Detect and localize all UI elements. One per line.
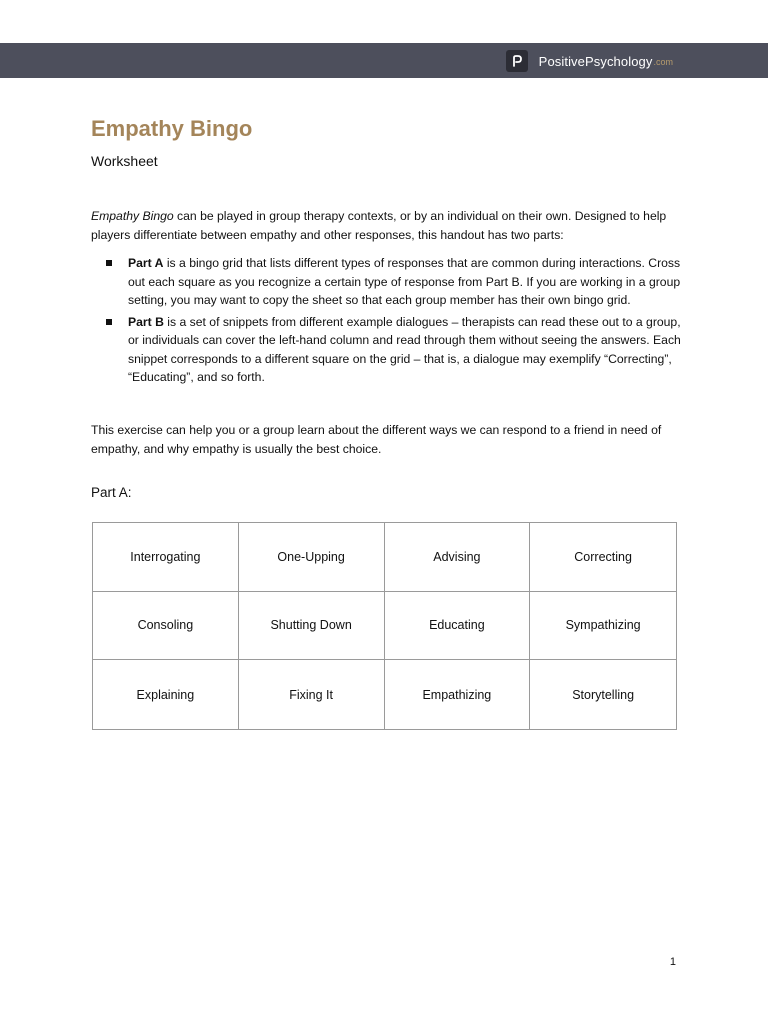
page-title: Empathy Bingo (91, 116, 253, 141)
part-a-heading: Part A: (91, 485, 132, 500)
bingo-cell[interactable]: Interrogating (93, 523, 239, 592)
bullet-square-icon (106, 260, 112, 266)
bingo-cell[interactable]: Explaining (93, 660, 239, 729)
bullet-text: is a set of snippets from different example dialogues – therapists can read these out to a group, or individuals can cover the left-hand column and read through them without seeing the answers. Each snippet corresponds to a different square on the grid – that is, a dialogue may exemplify “Correcting”, “Educating”, and so forth. (128, 314, 681, 384)
intro-italic-lead: Empathy Bingo (91, 209, 174, 223)
page-subtitle: Worksheet (91, 153, 158, 169)
bullet-text: is a bingo grid that lists different types of responses that are common during interactions. Cross out each square as you recognize a certain type of response from Part B. If you are working in a group setting, you may want to copy the sheet so that each group member has their own bingo grid. (128, 256, 681, 307)
bullet-bold-lead: Part B (128, 314, 164, 329)
bingo-cell[interactable]: Storytelling (572, 687, 635, 702)
list-item (91, 313, 681, 387)
closing-paragraph: This exercise can help you or a group learn about the different ways we can respond to a friend in need of empathy, and why empathy is usually the best choice. (91, 423, 662, 456)
brand-name: PositivePsychology (538, 53, 653, 69)
brand (506, 50, 673, 72)
bingo-cell[interactable]: Shutting Down (239, 592, 385, 661)
header-bar (0, 43, 768, 78)
list-item (91, 254, 681, 310)
bullet-square-icon (106, 319, 112, 325)
brand-suffix: .com (653, 57, 673, 67)
bingo-cell[interactable]: Sympathizing (530, 592, 676, 661)
bingo-cell[interactable]: Empathizing (385, 660, 531, 729)
intro-paragraph (91, 207, 681, 244)
bingo-cell[interactable]: Fixing It (239, 660, 385, 729)
bingo-cell[interactable]: Correcting (530, 523, 676, 592)
p-logo-icon (506, 50, 528, 72)
parts-list (91, 254, 681, 390)
bingo-grid (92, 522, 677, 730)
intro-text: can be played in group therapy contexts, or by an individual on their own. Designed to help players differentiate between empathy and other responses, this handout has two parts: (91, 209, 667, 242)
bingo-cell[interactable]: Advising (385, 523, 531, 592)
page-number: 1 (669, 956, 676, 968)
bingo-cell[interactable]: One-Upping (239, 523, 385, 592)
p-logo-glyph (510, 54, 524, 68)
bingo-cell[interactable]: Educating (385, 592, 531, 661)
bingo-cell[interactable]: Consoling (93, 592, 239, 661)
bullet-bold-lead: Part A (128, 256, 164, 270)
